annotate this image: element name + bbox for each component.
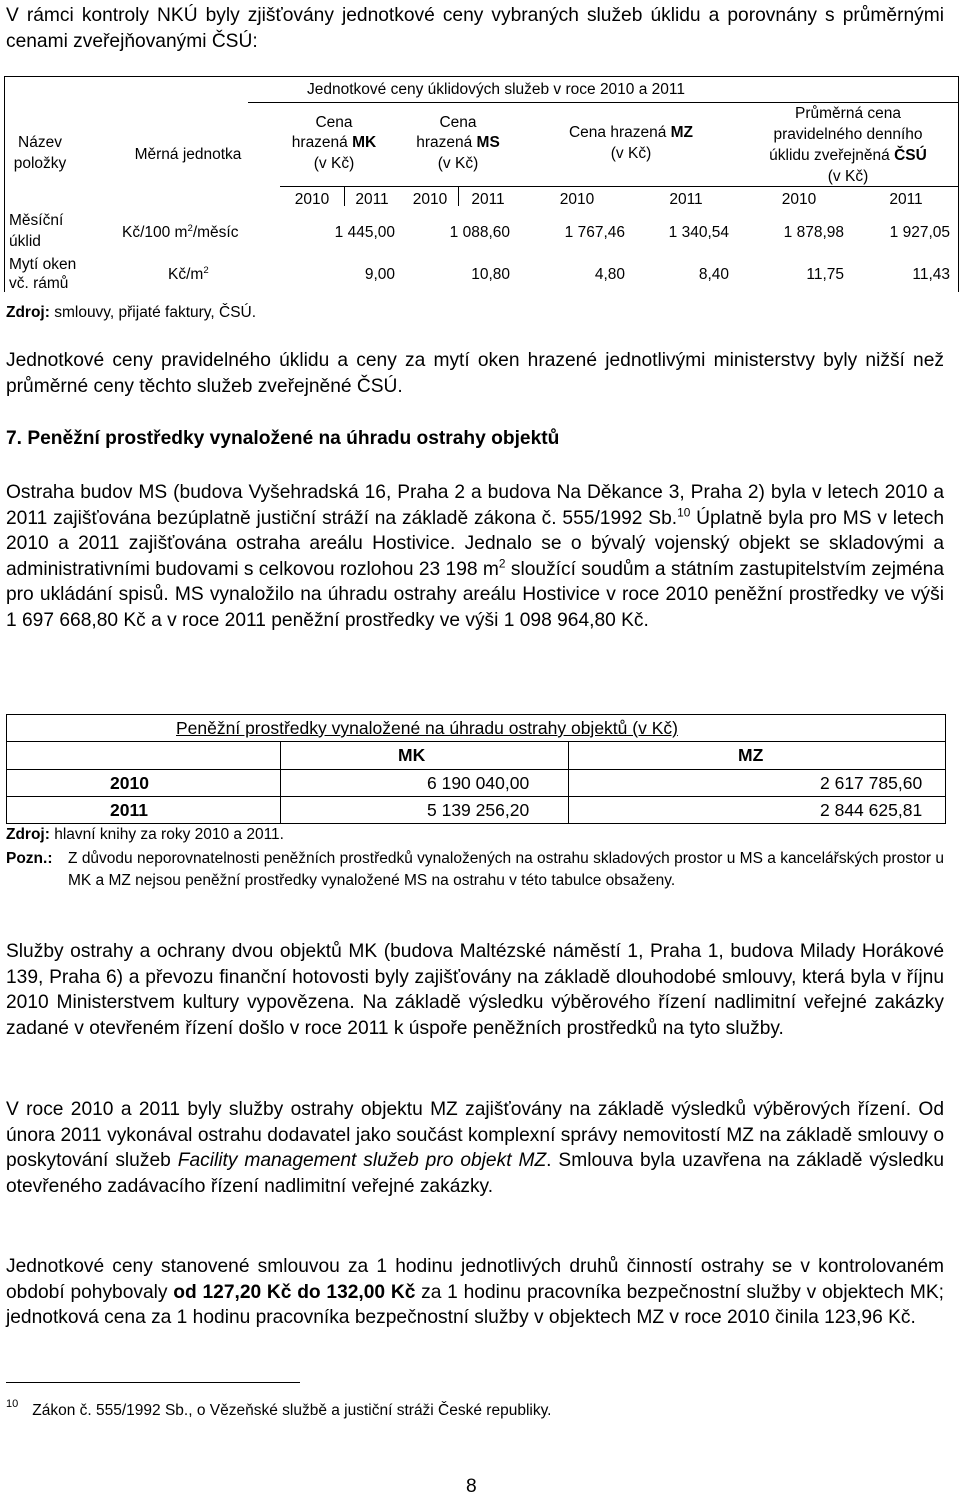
table-line xyxy=(6,714,7,824)
footnote-separator xyxy=(6,1382,300,1383)
value-cell: 1 088,60 xyxy=(449,224,510,241)
year-cell: 2011 xyxy=(355,191,389,208)
row-unit: Kč/100 $m^2$/měsíc xyxy=(122,222,239,241)
row-name: úklid xyxy=(9,233,41,250)
column-header-mk: MK xyxy=(398,745,426,765)
unit-prices-table xyxy=(4,76,959,292)
value-cell: 1 767,46 xyxy=(564,224,625,241)
year-cell: 2011 xyxy=(471,191,505,208)
table-line xyxy=(6,714,946,715)
value-cell: 2 844 625,81 xyxy=(820,800,923,820)
value-cell: 11,75 xyxy=(806,266,844,283)
paragraph-2: Ostraha budov MS (budova Vyšehradská 16, Praha 2 a budova Na Děkance 3, Praha 2) byla v letech 2010 a 2011 zajišťována bezúplatně justiční stráží na základě zákona č. 555/1992 Sb.$^{10}$ Úplatně byla pro MS v letech 2010 a 2011 zajišťována ostraha areálu Hostivice. Jednalo se o bývalý vojenský objekt se skladovými a administrativními budovami s celkovou rozlohou 23 198 $m^2$ sloužící soudům a státním zastupitelstvím zejména pro ukládání spisů. MS vynaložilo na úhradu ostrahy areálu Hostivice v roce 2010 peněžní prostředky ve výši 1 697 668,80 Kč a v roce 2011 peněžní prostředky ve výši 1 098 964,80 Kč. xyxy=(6,482,944,631)
year-cell: 2010 xyxy=(294,191,330,208)
table-line xyxy=(945,714,946,824)
table-line xyxy=(344,186,345,206)
table-line xyxy=(280,186,959,187)
table2-source: Zdroj: hlavní knihy za roky 2010 a 2011. xyxy=(6,826,284,843)
header-unit: Měrná jednotka xyxy=(134,146,242,163)
table-line xyxy=(6,741,946,742)
value-cell: 1 340,54 xyxy=(668,224,729,241)
value-cell: 9,00 xyxy=(364,266,395,283)
table-line xyxy=(6,769,946,770)
value-cell: 4,80 xyxy=(594,266,625,283)
header-mk: Cena xyxy=(315,114,353,131)
header-csu: pravidelného denního xyxy=(773,126,923,143)
header-ms: hrazená MS xyxy=(416,134,500,151)
header-ms: (v Kč) xyxy=(437,155,479,172)
column-header-mz: MZ xyxy=(738,745,764,765)
table1-caption: Jednotkové ceny úklidových služeb v roce 2010 a 2011 xyxy=(307,81,685,98)
page-number: 8 xyxy=(466,1476,477,1497)
table-line xyxy=(958,76,959,292)
value-cell: 8,40 xyxy=(698,266,729,283)
value-cell: 1 878,98 xyxy=(783,224,844,241)
table-line xyxy=(248,102,959,103)
value-cell: 6 190 040,00 xyxy=(427,773,530,793)
paragraph-5: Jednotkové ceny stanovené smlouvou za 1 hodinu jednotlivých druhů činností ostrahy se v kontrolovaném období pohybovaly od 127,20 Kč do 132,00 Kč za 1 hodinu pracovníka bezpečnostní služby v objektech MK; jednotková cena za 1 hodinu pracovníka bezpečnostní služby v objektech MZ v roce 2010 činila 123,96 Kč. xyxy=(6,1256,945,1328)
section-heading: 7. Peněžní prostředky vynaložené na úhradu ostrahy objektů xyxy=(6,428,560,449)
header-ms: Cena xyxy=(439,114,477,131)
table-line xyxy=(280,741,281,824)
row-year: 2011 xyxy=(110,800,148,820)
year-cell: 2010 xyxy=(781,191,817,208)
value-cell: 11,43 xyxy=(912,266,950,283)
value-cell: 1 445,00 xyxy=(334,224,395,241)
table-line xyxy=(568,741,569,824)
table-line xyxy=(458,186,459,206)
year-cell: 2011 xyxy=(889,191,923,208)
paragraph-4: V roce 2010 a 2011 byly služby ostrahy objektu MZ zajišťovány na základě výsledků výběrových řízení. Od února 2011 vykonával ostrahu dodavatel jako součást komplexní správy nemovitostí MZ na základě smlouvy o poskytování služeb Facility management služeb pro objekt MZ. Smlouva byla uzavřena na základě výsledku otevřeného zadávacího řízení nadlimitní veřejné zakázky. xyxy=(6,1099,944,1197)
footnote-ref: 10 xyxy=(677,505,691,520)
row-unit: $Kč/m^2$ xyxy=(168,264,209,283)
value-cell: 2 617 785,60 xyxy=(820,773,923,793)
row-year: 2010 xyxy=(110,773,149,793)
header-mk: (v Kč) xyxy=(313,155,355,172)
header-mz: (v Kč) xyxy=(610,145,652,162)
value-cell: 1 927,05 xyxy=(889,224,950,241)
year-cell: 2010 xyxy=(559,191,595,208)
header-mz: Cena hrazená MZ xyxy=(568,124,694,141)
table2-title: Peněžní prostředky vynaložené na úhradu ostrahy objektů (v Kč) xyxy=(176,718,678,738)
table-line xyxy=(6,796,946,797)
header-item: Název xyxy=(18,134,62,151)
year-cell: 2010 xyxy=(412,191,448,208)
security-costs-table xyxy=(6,714,946,824)
header-csu: Průměrná cena xyxy=(795,105,901,122)
value-cell: 10,80 xyxy=(471,266,510,283)
table-line xyxy=(4,76,5,292)
table2-note: Pozn.: Z důvodu neporovnatelnosti peněžních prostředků vynaložených na ostrahu skladových prostor u MS a kancelářských prostor u MK a MZ nejsou peněžní prostředky vynaložené MS na ostrahu v této tabulce obsaženy. xyxy=(6,850,944,889)
header-item: položky xyxy=(13,155,67,172)
intro-paragraph: V rámci kontroly NKÚ byly zjišťovány jednotkové ceny vybraných služeb úklidu a porovnány s průměrnými cenami zveřejňovanými ČSÚ: xyxy=(6,5,944,52)
header-csu: úklidu zveřejněná ČSÚ xyxy=(769,147,927,164)
header-mk: hrazená MK xyxy=(291,134,377,151)
row-name: vč. rámů xyxy=(9,275,69,292)
header-csu: (v Kč) xyxy=(827,168,869,185)
row-name: Mytí oken xyxy=(9,256,77,273)
table-line xyxy=(4,76,959,77)
paragraph-3: Služby ostrahy a ochrany dvou objektů MK (budova Maltézské náměstí 1, Praha 1, budova Milady Horákové 139, Praha 6) a převozu finanční hotovosti byly zajišťovány na základě dlouhodobé smlouvy, která byla v říjnu 2010 Ministerstvem kultury vypovězena. Na základě výsledku výběrového řízení nadlimitní veřejné zakázky zadané v otevřeném řízení došlo v roce 2011 k úspoře peněžních prostředků na tyto služby. xyxy=(6,941,944,1039)
year-cell: 2011 xyxy=(669,191,703,208)
table-line xyxy=(6,823,946,824)
paragraph-1: Jednotkové ceny pravidelného úklidu a ceny za mytí oken hrazené jednotlivými ministerstvy byly nižší než průměrné ceny těchto služeb zveřejněné ČSÚ. xyxy=(6,350,944,397)
table1-source: Zdroj: smlouvy, přijaté faktury, ČSÚ. xyxy=(6,304,257,321)
value-cell: 5 139 256,20 xyxy=(427,800,530,820)
footnote: $^{10}$ Zákon č. 555/1992 Sb., o Vězeňské službě a justiční stráži České republiky. xyxy=(6,1397,552,1419)
row-name: Měsíční xyxy=(9,212,64,229)
